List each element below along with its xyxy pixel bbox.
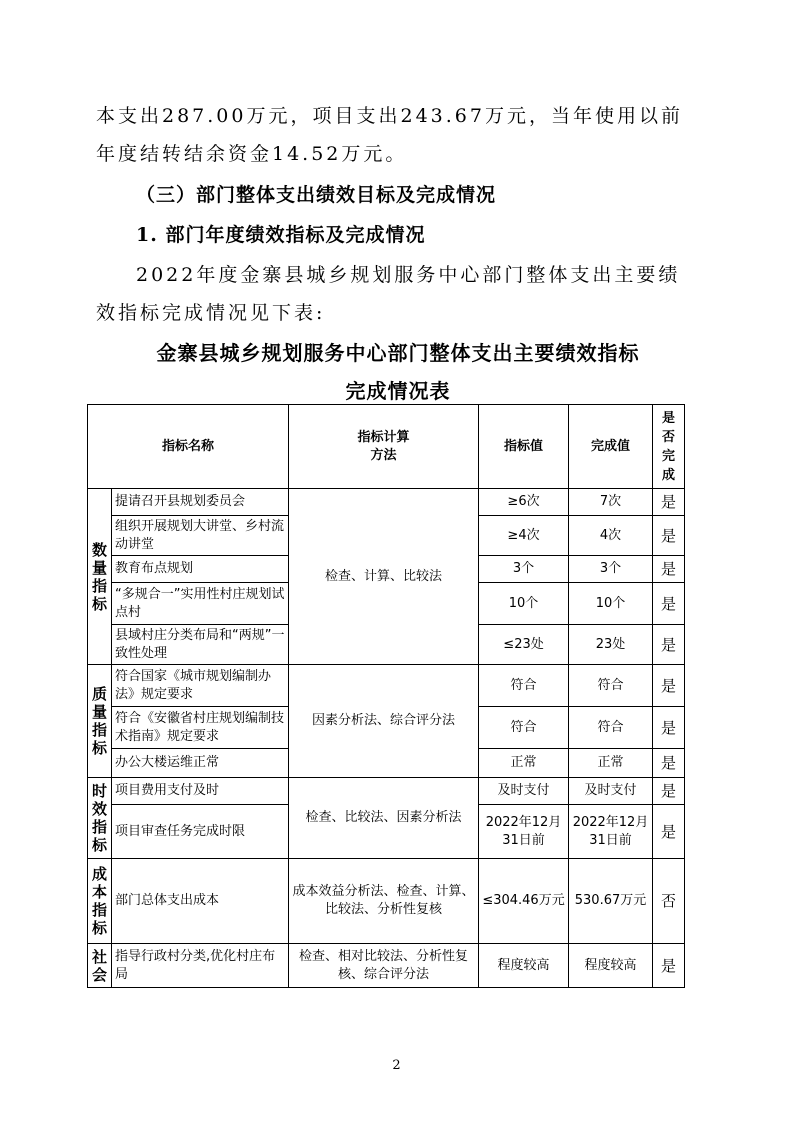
completed-flag: 是 — [653, 489, 685, 516]
target-value: 10个 — [479, 583, 569, 625]
target-value: 程度较高 — [479, 944, 569, 988]
indicator-name: 教育布点规划 — [112, 556, 289, 583]
completed-flag: 是 — [653, 556, 685, 583]
actual-value: 符合 — [569, 665, 653, 707]
paragraph-intro: 2022年度金寨县城乡规划服务中心部门整体支出主要绩效指标完成情况见下表: — [96, 264, 681, 324]
indicator-name: 符合《安徽省村庄规划编制技术指南》规定要求 — [112, 707, 289, 749]
indicator-name: 县域村庄分类布局和“两规”一致性处理 — [112, 625, 289, 665]
indicator-name: 组织开展规划大讲堂、乡村流动讲堂 — [112, 516, 289, 556]
actual-value: 10个 — [569, 583, 653, 625]
indicator-name: 提请召开县规划委员会 — [112, 489, 289, 516]
actual-value: 530.67万元 — [569, 859, 653, 944]
subsection-heading: 1. 部门年度绩效指标及完成情况 — [136, 224, 426, 246]
table-row — [88, 665, 685, 707]
actual-value: 符合 — [569, 707, 653, 749]
table-title-line1: 金寨县城乡规划服务中心部门整体支出主要绩效指标 — [156, 341, 640, 365]
actual-value: 3个 — [569, 556, 653, 583]
actual-value: 2022年12月31日前 — [569, 805, 653, 859]
method-cost: 成本效益分析法、检查、计算、比较法、分析性复核 — [289, 859, 479, 944]
table-header-row — [88, 405, 685, 489]
completed-flag: 是 — [653, 516, 685, 556]
actual-value: 4次 — [569, 516, 653, 556]
method-social: 检查、相对比较法、分析性复核、综合评分法 — [289, 944, 479, 988]
indicator-name: 指导行政村分类,优化村庄布局 — [112, 944, 289, 988]
category-quantity: 数量指标 — [88, 489, 112, 665]
header-completed: 是否完成 — [653, 405, 685, 489]
method-quality: 因素分析法、综合评分法 — [289, 665, 479, 778]
actual-value: 程度较高 — [569, 944, 653, 988]
target-value: ≥4次 — [479, 516, 569, 556]
actual-value: 7次 — [569, 489, 653, 516]
table-row — [88, 944, 685, 988]
actual-value: 正常 — [569, 749, 653, 778]
indicator-name: “多规合一”实用性村庄规划试点村 — [112, 583, 289, 625]
page-number: 2 — [392, 1058, 401, 1073]
target-value: 正常 — [479, 749, 569, 778]
category-timeliness: 时效指标 — [88, 778, 112, 859]
table-row — [88, 778, 685, 805]
category-social: 社会 — [88, 944, 112, 988]
target-value: 2022年12月31日前 — [479, 805, 569, 859]
target-value: 符合 — [479, 707, 569, 749]
header-actual-value: 完成值 — [569, 405, 653, 489]
indicator-name: 项目审查任务完成时限 — [112, 805, 289, 859]
target-value: ≤23处 — [479, 625, 569, 665]
section-heading: （三）部门整体支出绩效目标及完成情况 — [136, 184, 497, 206]
completed-flag: 是 — [653, 707, 685, 749]
actual-value: 及时支付 — [569, 778, 653, 805]
method-timeliness: 检查、比较法、因素分析法 — [289, 778, 479, 859]
indicator-name: 办公大楼运维正常 — [112, 749, 289, 778]
paragraph-budget: 本支出287.00万元，项目支出243.67万元，当年使用以前年度结转结余资金14.52万元。 — [96, 105, 683, 165]
header-target-value: 指标值 — [479, 405, 569, 489]
indicator-name: 符合国家《城市规划编制办法》规定要求 — [112, 665, 289, 707]
category-quality: 质量指标 — [88, 665, 112, 778]
completed-flag: 是 — [653, 583, 685, 625]
indicator-name: 部门总体支出成本 — [112, 859, 289, 944]
header-indicator-name: 指标名称 — [88, 405, 289, 489]
completed-flag: 是 — [653, 805, 685, 859]
indicator-name: 项目费用支付及时 — [112, 778, 289, 805]
table-row — [88, 489, 685, 516]
target-value: ≤304.46万元 — [479, 859, 569, 944]
target-value: ≥6次 — [479, 489, 569, 516]
completed-flag: 否 — [653, 859, 685, 944]
completed-flag: 是 — [653, 625, 685, 665]
target-value: 及时支付 — [479, 778, 569, 805]
target-value: 符合 — [479, 665, 569, 707]
indicator-table — [87, 404, 685, 988]
completed-flag: 是 — [653, 749, 685, 778]
completed-flag: 是 — [653, 944, 685, 988]
target-value: 3个 — [479, 556, 569, 583]
category-cost: 成本指标 — [88, 859, 112, 944]
table-title-line2: 完成情况表 — [345, 379, 451, 403]
completed-flag: 是 — [653, 665, 685, 707]
actual-value: 23处 — [569, 625, 653, 665]
table-row — [88, 859, 685, 944]
method-quantity: 检查、计算、比较法 — [289, 489, 479, 665]
header-calc-method: 指标计算 方法 — [289, 405, 479, 489]
completed-flag: 是 — [653, 778, 685, 805]
